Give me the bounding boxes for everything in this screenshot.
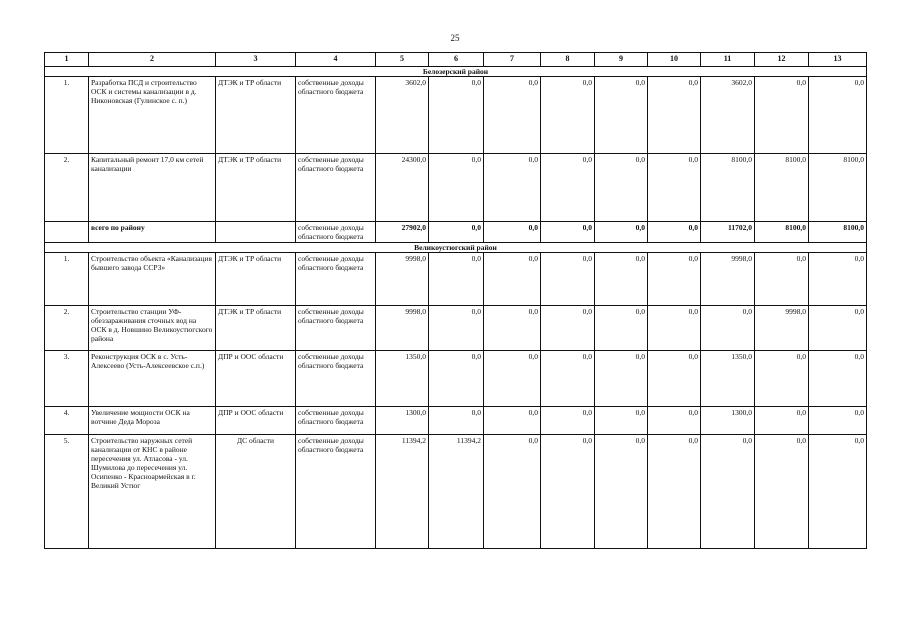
value-cell: 0,0 [648, 306, 701, 351]
column-header: 13 [809, 53, 867, 67]
value-cell: 0,0 [701, 435, 755, 549]
funding-source: собственные доходы областного бюджета [296, 154, 376, 222]
column-header: 1 [45, 53, 89, 67]
value-cell: 0,0 [595, 77, 648, 154]
funding-source: собственные доходы областного бюджета [296, 351, 376, 407]
project-name: Капитальный ремонт 17,0 км сетей канализации [89, 154, 216, 222]
value-cell: 0,0 [541, 77, 595, 154]
region-heading-row [45, 67, 867, 77]
column-header: 10 [648, 53, 701, 67]
value-cell: 3602,0 [701, 77, 755, 154]
project-name: Строительство наружных сетей канализации от КНС в районе пересечения ул. Атласова - ул. Шумилова до пересечения ул. Осипенко - Красноармейская в г. Великий Устюг [89, 435, 216, 549]
value-cell: 0,0 [541, 407, 595, 435]
value-cell: 9998,0 [701, 253, 755, 306]
column-header: 2 [89, 53, 216, 67]
table-row [45, 77, 867, 154]
value-cell: 0,0 [429, 306, 484, 351]
funding-source: собственные доходы областного бюджета [296, 222, 376, 243]
value-cell: 0,0 [484, 306, 541, 351]
row-number: 3. [45, 351, 89, 407]
row-number: 1. [45, 253, 89, 306]
executor: ДТЭК и ТР области [216, 253, 296, 306]
value-cell: 0,0 [755, 253, 809, 306]
value-cell: 0,0 [595, 253, 648, 306]
project-name: Строительство станции УФ-обеззараживания сточных вод на ОСК в д. Новшино Великоустюгского района [89, 306, 216, 351]
value-cell: 0,0 [595, 306, 648, 351]
value-cell: 0,0 [541, 435, 595, 549]
value-cell: 0,0 [809, 306, 867, 351]
row-number: 1. [45, 77, 89, 154]
row-number: 5. [45, 435, 89, 549]
column-header: 6 [429, 53, 484, 67]
executor: ДПР и ООС области [216, 351, 296, 407]
total-label: всего по району [89, 222, 216, 243]
table-row [45, 154, 867, 222]
total-value: 0,0 [429, 222, 484, 243]
total-value: 11702,0 [701, 222, 755, 243]
value-cell: 0,0 [595, 351, 648, 407]
funding-source: собственные доходы областного бюджета [296, 77, 376, 154]
value-cell: 0,0 [429, 407, 484, 435]
project-name: Разработка ПСД и строительство ОСК и системы канализации в д. Никоновская (Гулинское с. п.) [89, 77, 216, 154]
table-row [45, 253, 867, 306]
executor: ДС области [216, 435, 296, 549]
table-row [45, 435, 867, 549]
total-value: 0,0 [595, 222, 648, 243]
value-cell: 0,0 [648, 253, 701, 306]
column-header: 5 [376, 53, 429, 67]
value-cell: 9998,0 [376, 306, 429, 351]
value-cell: 0,0 [541, 253, 595, 306]
row-number: 2. [45, 154, 89, 222]
value-cell: 0,0 [648, 154, 701, 222]
region-heading: Белозерский район [45, 67, 867, 77]
value-cell: 8100,0 [809, 154, 867, 222]
column-header: 8 [541, 53, 595, 67]
executor: ДТЭК и ТР области [216, 77, 296, 154]
executor: ДПР и ООС области [216, 407, 296, 435]
value-cell: 9998,0 [376, 253, 429, 306]
value-cell: 0,0 [755, 435, 809, 549]
total-value: 0,0 [648, 222, 701, 243]
value-cell: 0,0 [595, 154, 648, 222]
column-header: 11 [701, 53, 755, 67]
value-cell: 11394,2 [376, 435, 429, 549]
value-cell: 1300,0 [376, 407, 429, 435]
value-cell: 0,0 [809, 407, 867, 435]
value-cell: 8100,0 [701, 154, 755, 222]
value-cell: 0,0 [701, 306, 755, 351]
total-value: 8100,0 [755, 222, 809, 243]
project-name: Строительство объекта «Канализация бывшего завода ССРЗ» [89, 253, 216, 306]
value-cell: 0,0 [648, 435, 701, 549]
executor: ДТЭК и ТР области [216, 154, 296, 222]
value-cell: 0,0 [648, 407, 701, 435]
funding-source: собственные доходы областного бюджета [296, 306, 376, 351]
value-cell: 0,0 [809, 77, 867, 154]
value-cell: 0,0 [429, 351, 484, 407]
column-header: 3 [216, 53, 296, 67]
value-cell: 0,0 [484, 407, 541, 435]
value-cell: 0,0 [809, 253, 867, 306]
value-cell: 1350,0 [376, 351, 429, 407]
row-number: 2. [45, 306, 89, 351]
page-number: 25 [450, 33, 460, 43]
table-row [45, 306, 867, 351]
value-cell: 24300,0 [376, 154, 429, 222]
value-cell: 0,0 [809, 435, 867, 549]
value-cell: 0,0 [484, 253, 541, 306]
table-row [45, 407, 867, 435]
table-row [45, 351, 867, 407]
project-name: Реконструкция ОСК в с. Усть-Алексеево (Усть-Алексеевское с.п.) [89, 351, 216, 407]
value-cell: 0,0 [484, 351, 541, 407]
value-cell: 0,0 [484, 154, 541, 222]
total-value: 0,0 [484, 222, 541, 243]
value-cell: 0,0 [648, 77, 701, 154]
value-cell: 0,0 [755, 351, 809, 407]
program-table [44, 52, 867, 549]
row-number: 4. [45, 407, 89, 435]
value-cell: 8100,0 [755, 154, 809, 222]
value-cell: 0,0 [541, 154, 595, 222]
region-heading-row [45, 243, 867, 253]
column-header: 12 [755, 53, 809, 67]
value-cell: 0,0 [429, 154, 484, 222]
total-row [45, 222, 867, 243]
region-heading: Великоустюгский район [45, 243, 867, 253]
funding-source: собственные доходы областного бюджета [296, 253, 376, 306]
value-cell: 0,0 [595, 435, 648, 549]
funding-source: собственные доходы областного бюджета [296, 407, 376, 435]
value-cell: 0,0 [809, 351, 867, 407]
funding-source: собственные доходы областного бюджета [296, 435, 376, 549]
project-name: Увеличение мощности ОСК на вотчине Деда Мороза [89, 407, 216, 435]
value-cell: 0,0 [429, 77, 484, 154]
value-cell: 0,0 [541, 351, 595, 407]
value-cell: 0,0 [484, 77, 541, 154]
total-value: 8100,0 [809, 222, 867, 243]
value-cell: 0,0 [484, 435, 541, 549]
executor: ДТЭК и ТР области [216, 306, 296, 351]
column-header: 9 [595, 53, 648, 67]
column-number-row [45, 53, 867, 67]
total-value: 27902,0 [376, 222, 429, 243]
value-cell: 1300,0 [701, 407, 755, 435]
value-cell: 0,0 [429, 253, 484, 306]
value-cell: 9998,0 [755, 306, 809, 351]
value-cell: 0,0 [648, 351, 701, 407]
column-header: 7 [484, 53, 541, 67]
value-cell: 0,0 [755, 77, 809, 154]
value-cell: 3602,0 [376, 77, 429, 154]
total-value: 0,0 [541, 222, 595, 243]
value-cell: 1350,0 [701, 351, 755, 407]
column-header: 4 [296, 53, 376, 67]
value-cell: 11394,2 [429, 435, 484, 549]
value-cell: 0,0 [595, 407, 648, 435]
value-cell: 0,0 [541, 306, 595, 351]
value-cell: 0,0 [755, 407, 809, 435]
